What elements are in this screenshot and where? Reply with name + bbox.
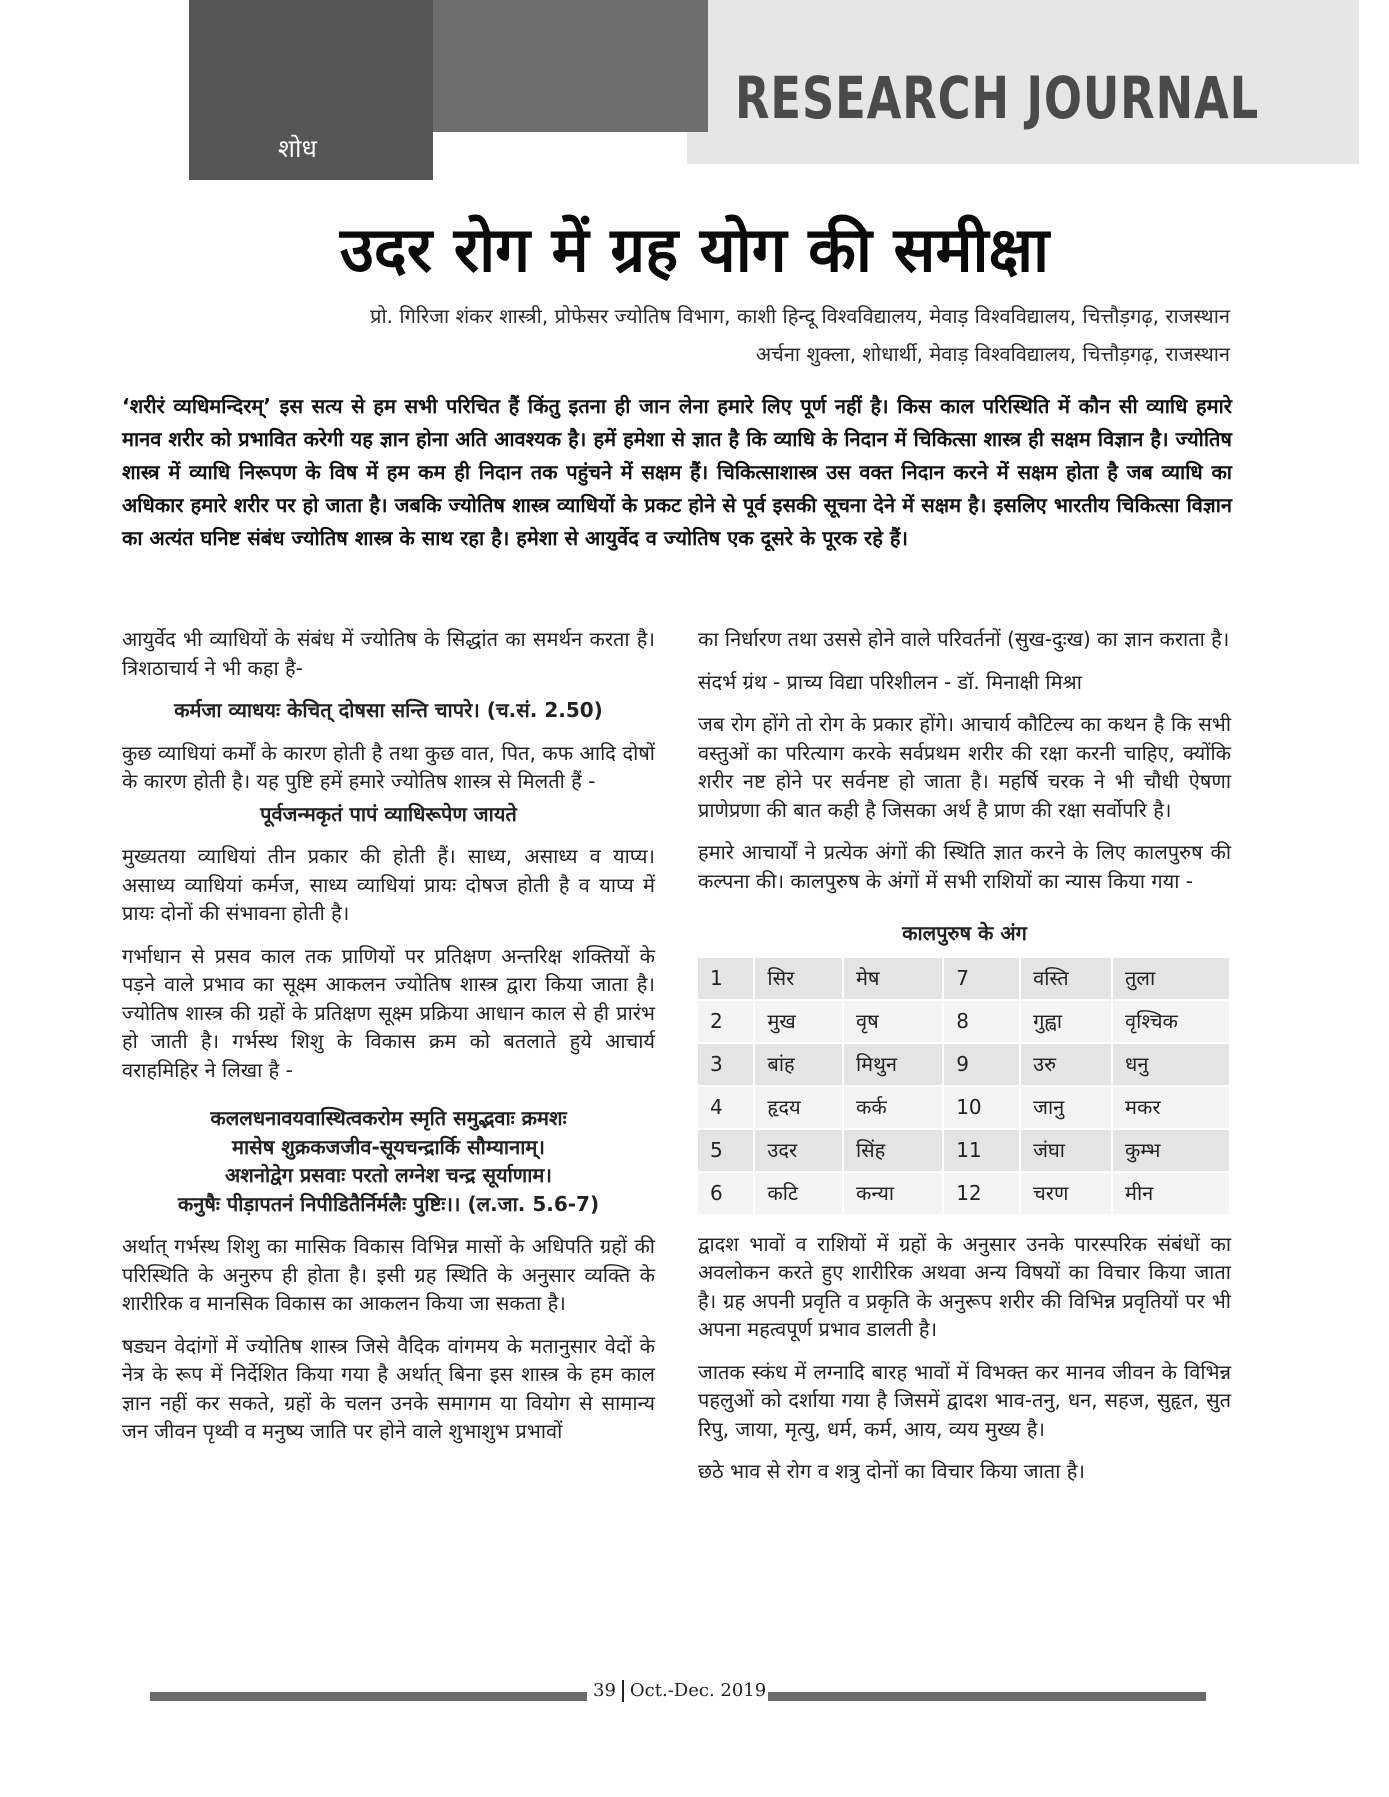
table-cell: कर्क <box>843 1086 943 1129</box>
table-row <box>698 1172 1230 1215</box>
table-cell: मीन <box>1112 1172 1230 1215</box>
table-row <box>698 1129 1230 1172</box>
table-cell: सिर <box>754 958 843 1000</box>
header-band-step <box>687 132 709 164</box>
paragraph: अर्थात् गर्भस्थ शिशु का मासिक विकास विभिन्न मासों के अधिपति ग्रहों की परिस्थिति के अनुरुप ही होता है। इसी ग्रह स्थिति के अनुसार व्यक्ति के शारीरिक व मानसिक विकास का आकलन किया जा सकता है। <box>122 1234 655 1315</box>
table-row <box>698 1086 1230 1129</box>
footer-bar-left <box>150 1692 587 1701</box>
left-column <box>122 625 655 1460</box>
article-title: उदर रोग में ग्रह योग की समीक्षा <box>339 213 1050 286</box>
table-cell: हृदय <box>754 1086 843 1129</box>
issue-date: Oct.-Dec. 2019 <box>629 1680 767 1701</box>
table-cell: मिथुन <box>843 1043 943 1086</box>
table-row <box>698 1043 1230 1086</box>
table-row <box>698 958 1230 1000</box>
verse-block <box>122 1104 655 1218</box>
table-cell: कुम्भ <box>1112 1129 1230 1172</box>
verse-line: मासेष शुक्रकजजीव-सूयचन्द्रार्कि सौम्यानाम्। <box>232 1134 545 1159</box>
table-cell: मकर <box>1112 1086 1230 1129</box>
verse-line: कनुषैः पीड़ापतनं निपीडितैर्निर्मलैः पुष्टिः।। (ल.जा. 5.6-7) <box>177 1191 600 1216</box>
table-cell: जंघा <box>1020 1129 1112 1172</box>
table-cell: बांह <box>754 1043 843 1086</box>
table-cell: गुह्वा <box>1020 1000 1112 1043</box>
table-cell: 3 <box>698 1043 754 1086</box>
journal-title: RESEARCH JOURNAL <box>735 64 1260 132</box>
table-cell: मेष <box>843 958 943 1000</box>
paragraph: गर्भाधान से प्रसव काल तक प्राणियों पर प्रतिक्षण अन्तरिक्ष शक्तियों के पड़ने वाले प्रभाव का सूक्ष्म आकलन ज्योतिष शास्त्र द्वारा किया जाता है। ज्योतिष शास्त्र की ग्रहों के प्रतिक्षण सूक्ष्म प्रक्रिया आधान काल से ही प्रारंभ हो जाती है। गर्भस्थ शिशु के विकास क्रम को बतलाते हुये आचार्य वराहमिहिर ने लिखा है - <box>122 943 655 1082</box>
verse: पूर्वजन्मकृतं पापं व्याधिरूपेण जायते <box>260 801 517 826</box>
author-line-2: अर्चना शुक्ला, शोधार्थी, मेवाड़ विश्वविद्यालय, चित्तौड़गढ़, राजस्थान <box>755 342 1230 366</box>
page-number: 39 <box>593 1680 616 1701</box>
table-cell: कटि <box>754 1172 843 1215</box>
table-row <box>698 1000 1230 1043</box>
abstract: ‘शरीरं व्यधिमन्दिरम्’ इस सत्य से हम सभी परिचित हैं किंतु इतना ही जान लेना हमारे लिए पूर्ण नहीं है। किस काल परिस्थिति में कौन सी व्याधि हमारे मानव शरीर को प्रभावित करेगी यह ज्ञान होना अति आवश्यक है। हमें हमेशा से ज्ञात है कि व्याधि के निदान में चिकित्सा शास्त्र ही सक्षम विज्ञान है। ज्योतिष शास्त्र में व्याधि निरूपण के विष में हम कम ही निदान तक पहुंचने में सक्षम हैं। चिकित्साशास्त्र उस वक्त निदान करने में सक्षम होता है जब व्याधि का अधिकार हमारे शरीर पर हो जाता है। जबकि ज्योतिष शास्त्र व्याधियों के प्रकट होने से पूर्व इसकी सूचना देने में सक्षम है। इसलिए भारतीय चिकित्सा विज्ञान का अत्यंत घनिष्ट संबंध ज्योतिष शास्त्र के साथ रहा है। हमेशा से आयुर्वेद व ज्योतिष एक दूसरे के पूरक रहे हैं। <box>122 394 1232 550</box>
footer-bar-right <box>768 1692 1206 1701</box>
table-cell: 1 <box>698 958 754 1000</box>
paragraph: मुख्यतया व्याधियां तीन प्रकार की होती हैं। साध्य, असाध्य व याप्य। असाध्य व्याधियां कर्मज, साध्य व्याधियां प्रायः दोषज होती है व याप्य में प्रायः दोनों की संभावना होती है। <box>122 844 655 925</box>
paragraph: जातक स्कंध में लग्नादि बारह भावों में विभक्त कर मानव जीवन के विभिन्न पहलुओं को दर्शाया गया है जिसमें द्वादश भाव-तनु, धन, सहज, सुहृत, सुत रिपु, जाया, मृत्यु, धर्म, कर्म, आय, व्यय मुख्य है। <box>698 1359 1231 1441</box>
table-cell: वृश्चिक <box>1112 1000 1230 1043</box>
paragraph: हमारे आचार्यों ने प्रत्येक अंगों की स्थिति ज्ञात करने के लिए कालपुरुष की कल्पना की। कालपुरुष के अंगों में सभी राशियों का न्यास किया गया - <box>698 840 1231 893</box>
table-cell: 6 <box>698 1172 754 1215</box>
table-cell: मुख <box>754 1000 843 1043</box>
verse: कर्मजा व्याधयः केचित् दोषसा सन्ति चापरे। (च.सं. 2.50) <box>174 698 603 722</box>
table-cell: 9 <box>943 1043 1020 1086</box>
table-cell: 4 <box>698 1086 754 1129</box>
paragraph: आयुर्वेद भी व्याधियों के संबंध में ज्योतिष के सिद्धांत का समर्थन करता है। त्रिशठाचार्य ने भी कहा है- <box>122 627 655 680</box>
table-cell: उरु <box>1020 1043 1112 1086</box>
table-cell: 12 <box>943 1172 1020 1215</box>
reference: संदर्भ ग्रंथ - प्राच्य विद्या परिशीलन - डॉ. मिनाक्षी मिश्रा <box>698 669 1082 694</box>
paragraph: कुछ व्याधियां कर्मों के कारण होती है तथा कुछ वात, पित, कफ आदि दोषों के कारण होती है। यह पुष्टि हमें हमारे ज्योतिष शास्त्र से मिलती हैं - <box>122 740 655 793</box>
author-line-1: प्रो. गिरिजा शंकर शास्त्री, प्रोफेसर ज्योतिष विभाग, काशी हिन्दू विश्वविद्यालय, मेवाड़ विश्वविद्यालय, चित्तौड़गढ़, राजस्थान <box>370 304 1230 328</box>
paragraph: का निर्धारण तथा उससे होने वाले परिवर्तनों (सुख-दुःख) का ज्ञान कराता है। <box>698 627 1230 651</box>
table-cell: 5 <box>698 1129 754 1172</box>
right-column <box>698 625 1231 1500</box>
kaalpurush-table <box>698 958 1231 1216</box>
paragraph: जब रोग होंगे तो रोग के प्रकार होंगे। आचार्य कौटिल्य का कथन है कि सभी वस्तुओं का परित्याग करके सर्वप्रथम शरीर की रक्षा करनी चाहिए, क्योंकि शरीर नष्ट होने पर सर्वनष्ट हो जाता है। महर्षि चरक ने भी चौधी ऐषणा प्राणेप्रणा की बात कही है जिसका अर्थ है प्राण की रक्षा सर्वोपरि है। <box>698 712 1231 822</box>
table-cell: कन्या <box>843 1172 943 1215</box>
table-cell: वृष <box>843 1000 943 1043</box>
paragraph: छठे भाव से रोग व शत्रु दोनों का विचार किया जाता है। <box>698 1459 1085 1483</box>
table-cell: तुला <box>1112 958 1230 1000</box>
table-cell: 10 <box>943 1086 1020 1129</box>
footer <box>593 1680 766 1702</box>
table-title: कालपुरुष के अंग <box>902 921 1027 945</box>
table-cell: 11 <box>943 1129 1020 1172</box>
verse-line: कललधनावयवास्थित्वकरोम स्मृति समुद्भवाः क्रमशः <box>210 1106 567 1130</box>
table-cell: वस्ति <box>1020 958 1112 1000</box>
table-cell: उदर <box>754 1129 843 1172</box>
header-gray-block <box>433 0 708 132</box>
paragraph: द्वादश भावों व राशियों में ग्रहों के अनुसार उनके पारस्परिक संबंधों का अवलोकन करते हुए शारीरिक अथवा अन्य विषयों का विचार किया जाता है। ग्रह अपनी प्रवृति व प्रकृति के अनुरूप शरीर की विभिन्न प्रवृतियों पर भी अपना महत्वपूर्ण प्रभाव डालती है। <box>698 1231 1231 1341</box>
footer-divider <box>622 1680 624 1702</box>
table-cell: चरण <box>1020 1172 1112 1215</box>
verse-line: अशनोद्वेग प्रसवाः परतो लग्नेश चन्द्र सूर्याणाम। <box>225 1163 552 1187</box>
table-cell: धनु <box>1112 1043 1230 1086</box>
table-cell: जानु <box>1020 1086 1112 1129</box>
table-cell: 8 <box>943 1000 1020 1043</box>
table-cell: सिंह <box>843 1129 943 1172</box>
paragraph: षड्यन वेदांगों में ज्योतिष शास्त्र जिसे वैदिक वांगमय के मतानुसार वेदों के नेत्र के रूप में निर्देशित किया गया है अर्थात् बिना इस शास्त्र के हम काल ज्ञान नहीं कर सकते, ग्रहों के चलन उनके समागम या वियोग से सामान्य जन जीवन पृथ्वी व मनुष्य जाति पर होने वाले शुभाशुभ प्रभावों <box>122 1333 655 1443</box>
table-cell: 7 <box>943 958 1020 1000</box>
section-label: शोध <box>278 134 317 163</box>
table-cell: 2 <box>698 1000 754 1043</box>
